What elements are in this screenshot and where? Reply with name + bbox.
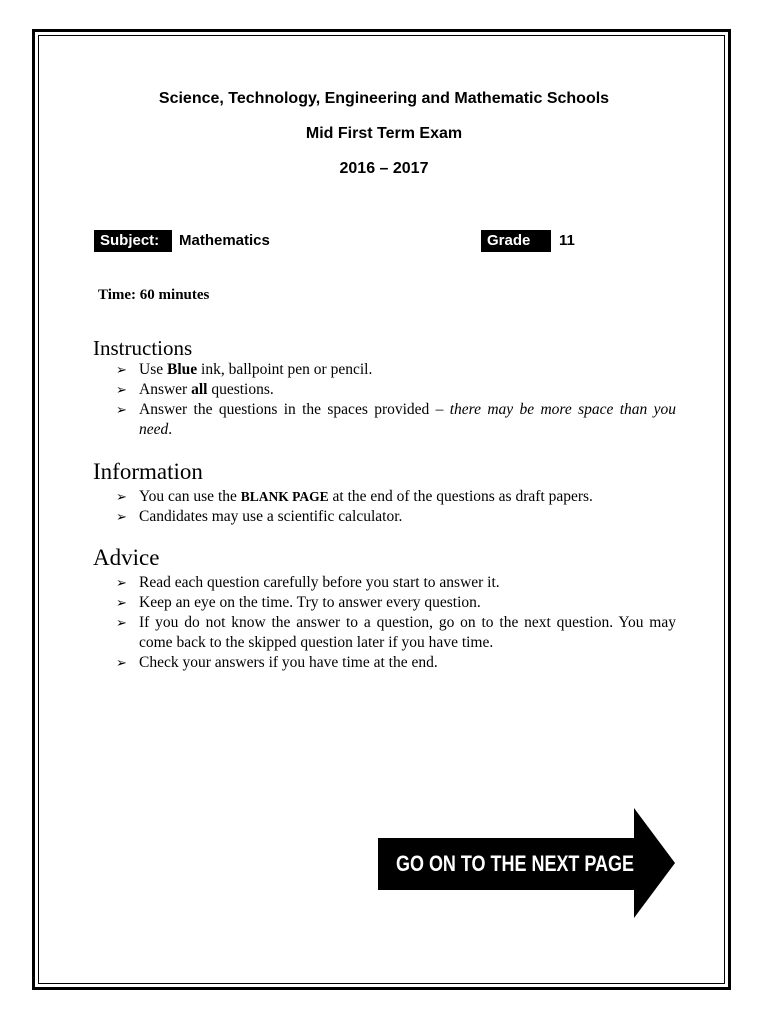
list-item: ➢ Check your answers if you have time at the end.: [116, 654, 438, 671]
arrowhead-bullet-icon: ➢: [116, 402, 127, 417]
arrowhead-bullet-icon: ➢: [116, 362, 127, 377]
information-list: [116, 487, 676, 527]
next-page-banner: [378, 808, 678, 920]
right-arrow-icon: [378, 808, 678, 920]
list-item: ➢ Keep an eye on the time. Try to answer every question.: [116, 594, 481, 611]
time-limit: Time: 60 minutes: [98, 287, 210, 303]
exam-title: Mid First Term Exam: [305, 125, 463, 142]
list-item: ➢ Candidates may use a scientific calculator.: [116, 508, 403, 525]
instructions-heading: Instructions: [93, 336, 193, 360]
list-item: ➢ Answer the questions in the spaces provided – there may be more space than you need.: [116, 401, 677, 438]
list-item: ➢ If you do not know the answer to a question, go on to the next question. You may come back to the skipped question later if you have time.: [116, 614, 676, 651]
arrowhead-bullet-icon: ➢: [116, 489, 127, 504]
arrowhead-bullet-icon: ➢: [116, 655, 127, 670]
subject-label: Subject:: [94, 230, 172, 252]
arrowhead-bullet-icon: ➢: [116, 615, 127, 630]
information-heading: Information: [93, 459, 203, 484]
list-item: ➢ Use Blue ink, ballpoint pen or pencil.: [116, 361, 373, 378]
advice-list: [116, 573, 676, 673]
advice-heading: Advice: [93, 545, 160, 570]
school-name: Science, Technology, Engineering and Mathematic Schools: [158, 90, 610, 107]
arrowhead-bullet-icon: ➢: [116, 595, 127, 610]
grade-label: Grade: [481, 230, 551, 252]
list-item: ➢ Answer all questions.: [116, 381, 274, 398]
grade-value: 11: [559, 232, 575, 249]
instructions-list: [116, 360, 676, 440]
exam-year: 2016 – 2017: [339, 160, 429, 177]
arrowhead-bullet-icon: ➢: [116, 382, 127, 397]
list-item: ➢ You can use the BLANK PAGE at the end of the questions as draft papers.: [116, 488, 593, 505]
arrowhead-bullet-icon: ➢: [116, 509, 127, 524]
subject-value: Mathematics: [179, 232, 270, 249]
next-page-label: GO ON TO THE NEXT PAGE: [396, 851, 634, 876]
arrowhead-bullet-icon: ➢: [116, 575, 127, 590]
list-item: ➢ Read each question carefully before you start to answer it.: [116, 574, 500, 591]
